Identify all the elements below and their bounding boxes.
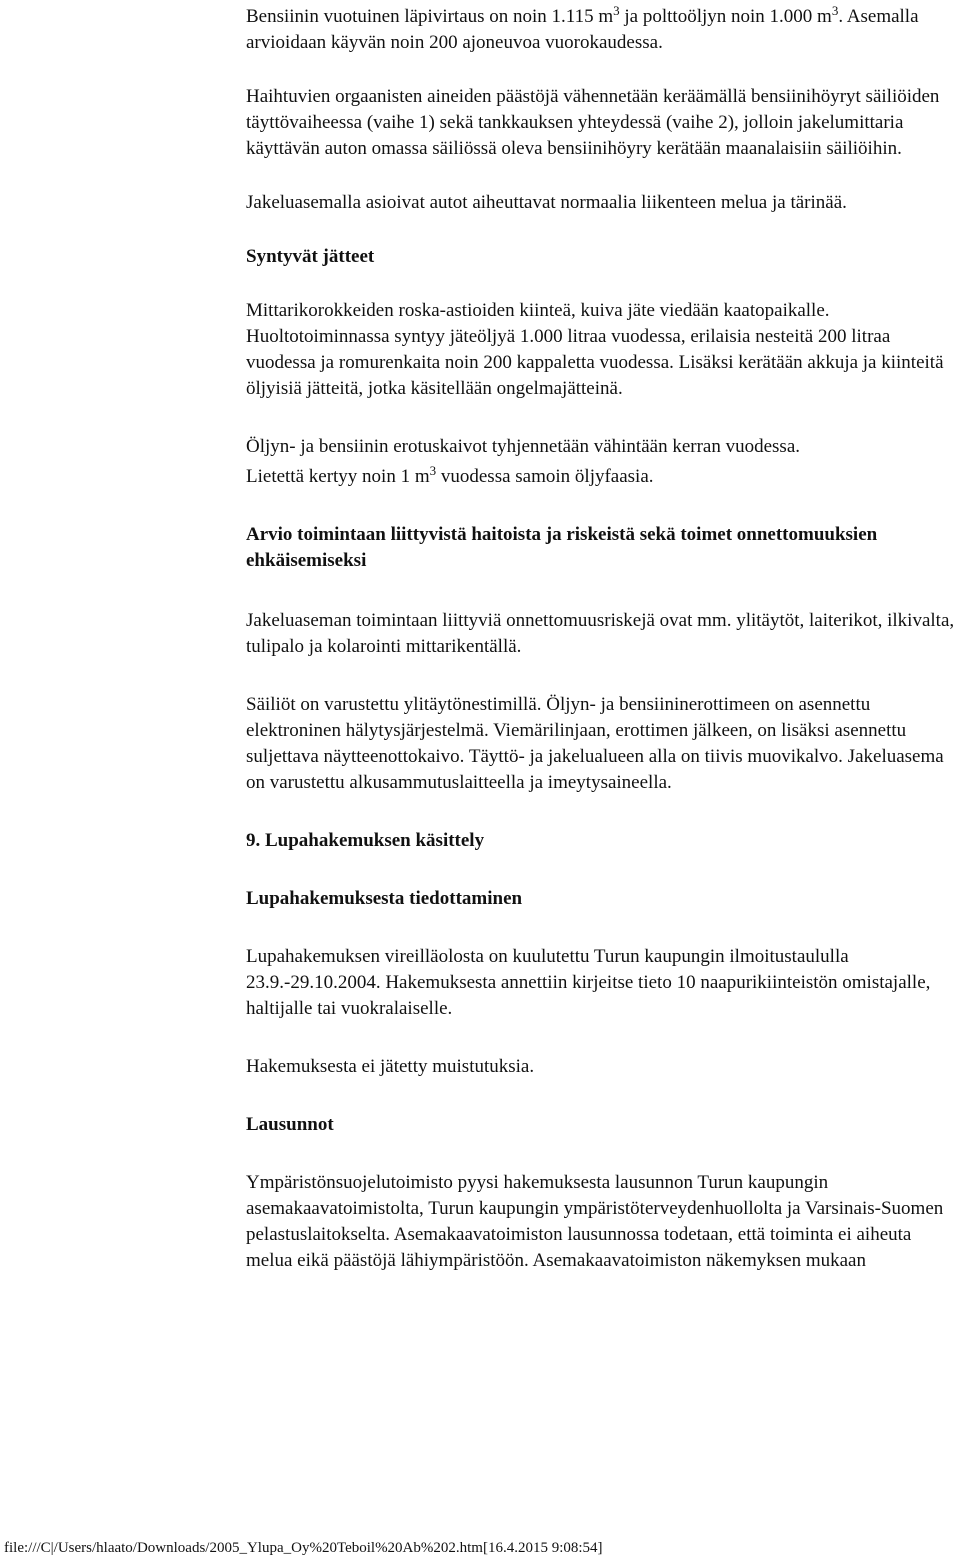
superscript: 3 <box>429 463 437 478</box>
superscript: 3 <box>831 3 839 18</box>
paragraph-tanks: Säiliöt on varustettu ylitäytönestimillä. Öljyn- ja bensiininerottimeen on asennettu elektroninen hälytysjärjestelmä. Viemärilinjaan, erottimen jälkeen, on lisäksi asennettu suljettava näytteenottokaivo. Täyttö- ja jakelualueen alla on tiivis muovikalvo. Jakeluasema on varustettu alkusammutuslaitteella ja imeytysaineella. <box>246 694 944 793</box>
paragraph-voc-emissions: Haihtuvien orgaanisten aineiden päästöjä vähennetään keräämällä bensiinihöyryt säiliöiden täyttövaiheessa (vaihe 1) sekä tankkauksen yhteydessä (vaihe 2), jolloin jakelumittaria käyttävän auton omassa säiliössä oleva bensiinihöyry kerätään maanalaisiin säiliöihin. <box>246 86 940 159</box>
throughput-text-b: ja polttoöljyn noin 1.000 m <box>619 6 832 27</box>
paragraph-risks: Jakeluaseman toimintaan liittyviä onnettomuusriskejä ovat mm. ylitäytöt, laiterikot, ilkivalta, tulipalo ja kolarointi mittarikentällä. <box>246 610 955 657</box>
heading-risk-assessment: Arvio toimintaan liittyvistä haitoista ja riskeistä sekä toimet onnettomuuksien ehkäisemiseksi <box>246 524 878 571</box>
document-body <box>246 4 958 1274</box>
heading-statements: Lausunnot <box>246 1114 334 1135</box>
paragraph-separators-1: Öljyn- ja bensiinin erotuskaivot tyhjennetään vähintään kerran vuodessa. <box>246 436 801 457</box>
paragraph-throughput <box>246 4 958 56</box>
paragraph-announcement: Lupahakemuksen vireilläolosta on kuulutettu Turun kaupungin ilmoitustaululla 23.9.-29.10.2004. Hakemuksesta annettiin kirjeitse tieto 10 naapurikiinteistön omistajalle, haltijalle tai vuokralaiselle. <box>246 946 931 1019</box>
paragraph-separators-2 <box>246 464 958 490</box>
file-path-footer: file:///C|/Users/hlaato/Downloads/2005_Ylupa_Oy%20Teboil%20Ab%202.htm[16.4.2015 9:08:54] <box>4 1540 603 1556</box>
paragraph-statements: Ympäristönsuojelutoimisto pyysi hakemuksesta lausunnon Turun kaupungin asemakaavatoimistolta, Turun kaupungin ympäristöterveydenhuollolta ja Varsinais-Suomen pelastuslaitokselta. Asemakaavatoimiston lausunnossa todetaan, että toiminta ei aiheuta melua eikä päästöjä lähiympäristöön. Asemakaavatoimiston näkemyksen mukaan <box>246 1172 944 1271</box>
heading-section-9: 9. Lupahakemuksen käsittely <box>246 830 485 851</box>
heading-waste: Syntyvät jätteet <box>246 246 375 267</box>
throughput-text-c: . Asemalla arvioidaan käyvän noin 200 ajoneuvoa vuorokaudessa. <box>246 6 919 53</box>
paragraph-no-objections: Hakemuksesta ei jätetty muistutuksia. <box>246 1056 535 1077</box>
superscript: 3 <box>613 3 620 18</box>
paragraph-noise: Jakeluasemalla asioivat autot aiheuttavat normaalia liikenteen melua ja tärinää. <box>246 192 847 213</box>
paragraph-waste-2: Huoltotoiminnassa syntyy jäteöljyä 1.000 litraa vuodessa, erilaisia nesteitä 200 litraa vuodessa ja romurenkaita noin 200 kappaletta vuodessa. Lisäksi kerätään akkuja ja kiinteitä öljyisiä jätteitä, jotka käsitellään ongelmajätteinä. <box>246 326 944 399</box>
sludge-text-a: Lietettä kertyy noin 1 m <box>246 466 430 487</box>
throughput-text-a: Bensiinin vuotuinen läpivirtaus on noin 1.115 m <box>246 6 614 27</box>
sludge-text-b: vuodessa samoin öljyfaasia. <box>436 466 654 487</box>
heading-notification: Lupahakemuksesta tiedottaminen <box>246 888 523 909</box>
paragraph-waste-1: Mittarikorokkeiden roska-astioiden kiinteä, kuiva jäte viedään kaatopaikalle. <box>246 300 830 321</box>
